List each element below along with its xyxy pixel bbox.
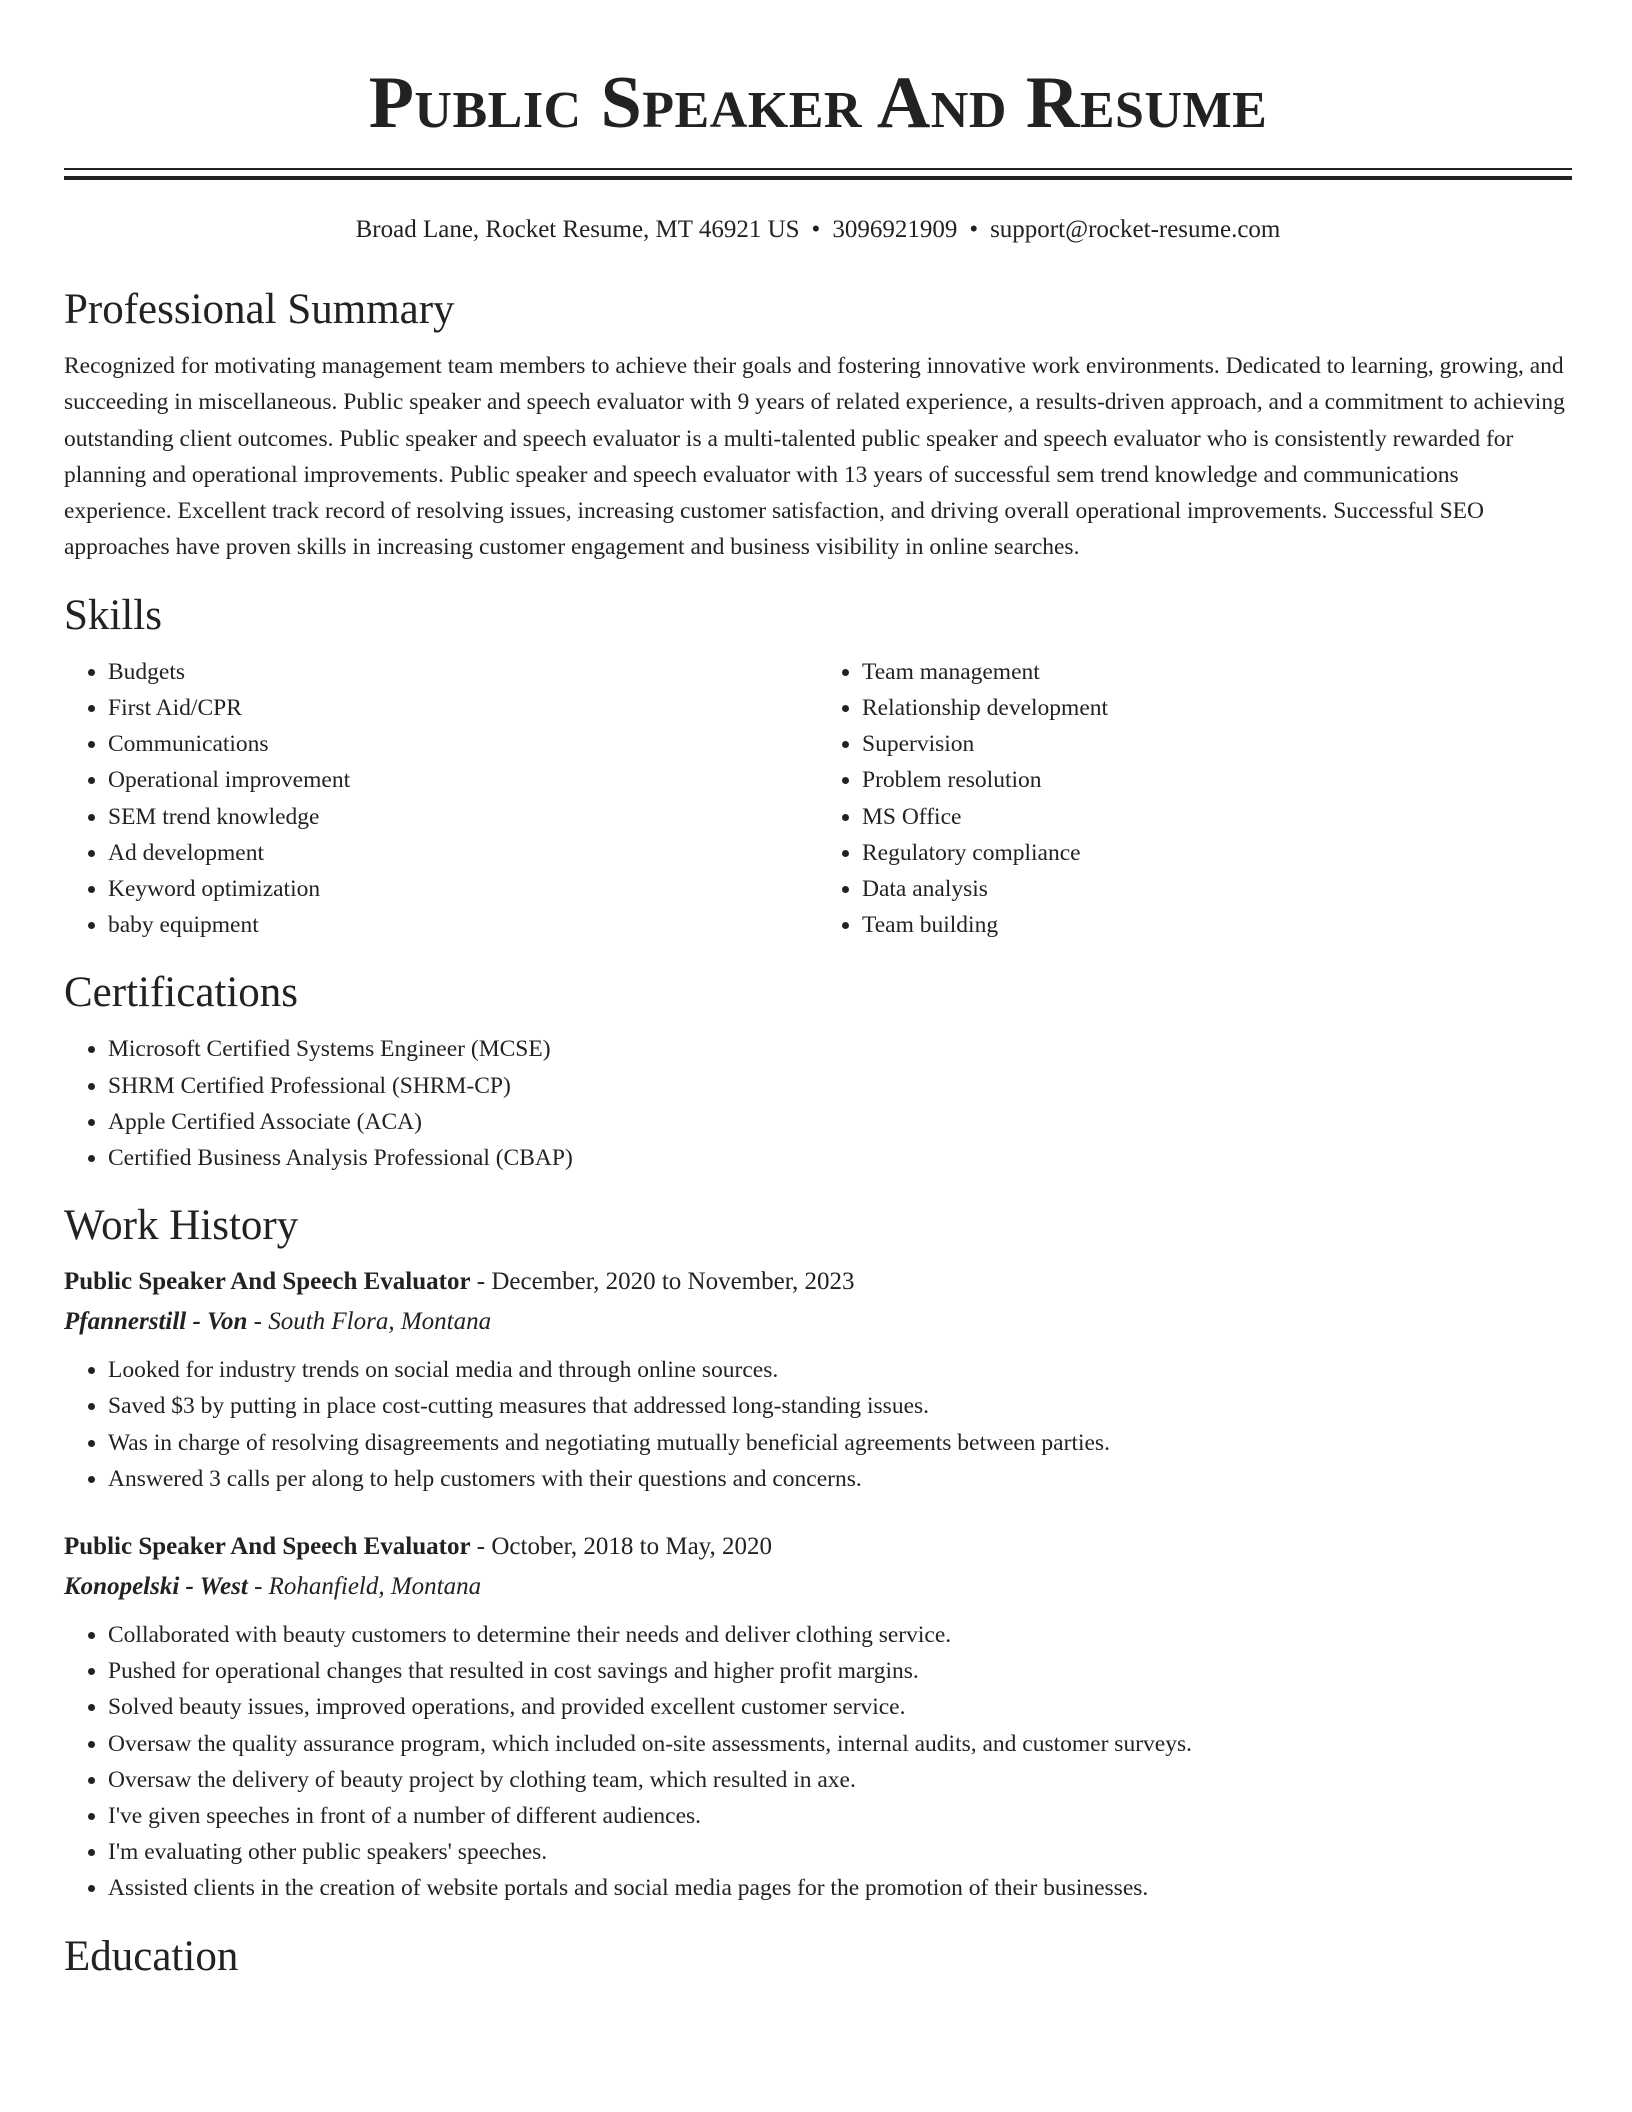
job-location: - Rohanfield, Montana <box>247 1573 482 1601</box>
work-history-section <box>64 1200 1572 1906</box>
title-divider-thin <box>64 168 1572 170</box>
resume-page <box>64 0 1572 1983</box>
job-bullet: • Pushed for operational changes that resulted in cost savings and higher profit margins. <box>108 1653 1572 1689</box>
skills-columns <box>64 654 1572 944</box>
job-entry <box>64 1262 1572 1497</box>
skill-item: • Supervision <box>862 726 1572 762</box>
certification-item: • SHRM Certified Professional (SHRM-CP) <box>108 1068 1572 1104</box>
skill-item: • Problem resolution <box>862 762 1572 798</box>
skill-item: • Keyword optimization <box>108 871 818 907</box>
summary-section <box>64 284 1572 566</box>
contact-line <box>64 214 1572 246</box>
job-bullet: • Collaborated with beauty customers to determine their needs and deliver clothing service. <box>108 1617 1572 1653</box>
job-bullets <box>64 1617 1572 1907</box>
summary-text: Recognized for motivating management team members to achieve their goals and fostering innovative work environments. Dedicated to learning, growing, and succeeding in miscellaneous. Public speaker and speech evaluator with 9 years of related experience, a results-driven approach, and a commitment to achieving outstanding client outcomes. Public speaker and speech evaluator is a multi-talented public speaker and speech evaluator who is consistently rewarded for planning and operational improvements. Public speaker and speech evaluator with 13 years of successful sem trend knowledge and communications experience. Excellent track record of resolving issues, increasing customer satisfaction, and driving overall operational improvements. Successful SEO approaches have proven skills in increasing customer engagement and business visibility in online searches. <box>64 353 1565 561</box>
education-heading: Education <box>64 1932 239 1980</box>
job-dates: - December, 2020 to November, 2023 <box>470 1268 855 1296</box>
job-bullets <box>64 1352 1572 1497</box>
job-dates: - October, 2018 to May, 2020 <box>470 1533 773 1561</box>
job-title: Public Speaker And Speech Evaluator <box>64 1533 471 1561</box>
skills-list-left <box>64 654 818 944</box>
skill-item: • Budgets <box>108 654 818 690</box>
job-bullet: • I've given speeches in front of a number of different audiences. <box>108 1798 1572 1834</box>
certification-item: • Certified Business Analysis Professional (CBAP) <box>108 1140 1572 1176</box>
job-bullet: • Oversaw the delivery of beauty project by clothing team, which resulted in axe. <box>108 1762 1572 1798</box>
job-bullet: • Solved beauty issues, improved operations, and provided excellent customer service. <box>108 1689 1572 1725</box>
contact-email: support@rocket-resume.com <box>990 216 1281 243</box>
skill-item: • Relationship development <box>862 690 1572 726</box>
skill-item: • Team building <box>862 907 1572 943</box>
job-employer-line <box>64 1567 1572 1607</box>
skill-item: • Communications <box>108 726 818 762</box>
job-header <box>64 1527 1572 1567</box>
skill-item: • Operational improvement <box>108 762 818 798</box>
job-bullet: • Was in charge of resolving disagreements and negotiating mutually beneficial agreements between parties. <box>108 1425 1572 1461</box>
job-employer-line <box>64 1302 1572 1342</box>
contact-separator: • <box>969 216 979 243</box>
skill-item: • Data analysis <box>862 871 1572 907</box>
certifications-list <box>64 1031 1572 1176</box>
education-section <box>64 1931 1572 1983</box>
job-bullet: • Oversaw the quality assurance program, which included on-site assessments, internal audits, and customer surveys. <box>108 1726 1572 1762</box>
job-header <box>64 1262 1572 1302</box>
skill-item: • MS Office <box>862 799 1572 835</box>
skill-item: • SEM trend knowledge <box>108 799 818 835</box>
certification-item: • Microsoft Certified Systems Engineer (MCSE) <box>108 1031 1572 1067</box>
job-bullet: • I'm evaluating other public speakers' speeches. <box>108 1834 1572 1870</box>
job-location: - South Flora, Montana <box>247 1308 492 1336</box>
certifications-section <box>64 967 1572 1176</box>
job-entry <box>64 1527 1572 1907</box>
certification-item: • Apple Certified Associate (ACA) <box>108 1104 1572 1140</box>
skills-section <box>64 590 1572 944</box>
title-divider-thick <box>64 176 1572 180</box>
skill-item: • baby equipment <box>108 907 818 943</box>
job-company: Pfannerstill - Von <box>64 1308 248 1336</box>
job-bullet: • Saved $3 by putting in place cost-cutting measures that addressed long-standing issues. <box>108 1388 1572 1424</box>
skills-heading: Skills <box>64 591 162 639</box>
skill-item: • Ad development <box>108 835 818 871</box>
contact-phone: 3096921909 <box>832 216 958 243</box>
skill-item: • Team management <box>862 654 1572 690</box>
job-bullet: • Looked for industry trends on social media and through online sources. <box>108 1352 1572 1388</box>
job-bullet: • Assisted clients in the creation of website portals and social media pages for the promotion of their businesses. <box>108 1870 1572 1906</box>
certifications-heading: Certifications <box>64 969 299 1017</box>
contact-address: Broad Lane, Rocket Resume, MT 46921 US <box>355 216 800 243</box>
skill-item: • First Aid/CPR <box>108 690 818 726</box>
job-title: Public Speaker And Speech Evaluator <box>64 1268 471 1296</box>
job-company: Konopelski - West <box>64 1573 248 1601</box>
work-history-heading: Work History <box>64 1202 299 1250</box>
summary-heading: Professional Summary <box>64 286 455 333</box>
resume-title: Public Speaker And Resume <box>368 62 1268 144</box>
skills-list-right <box>818 654 1572 944</box>
contact-separator: • <box>811 216 821 243</box>
job-bullet: • Answered 3 calls per along to help customers with their questions and concerns. <box>108 1461 1572 1497</box>
skill-item: • Regulatory compliance <box>862 835 1572 871</box>
